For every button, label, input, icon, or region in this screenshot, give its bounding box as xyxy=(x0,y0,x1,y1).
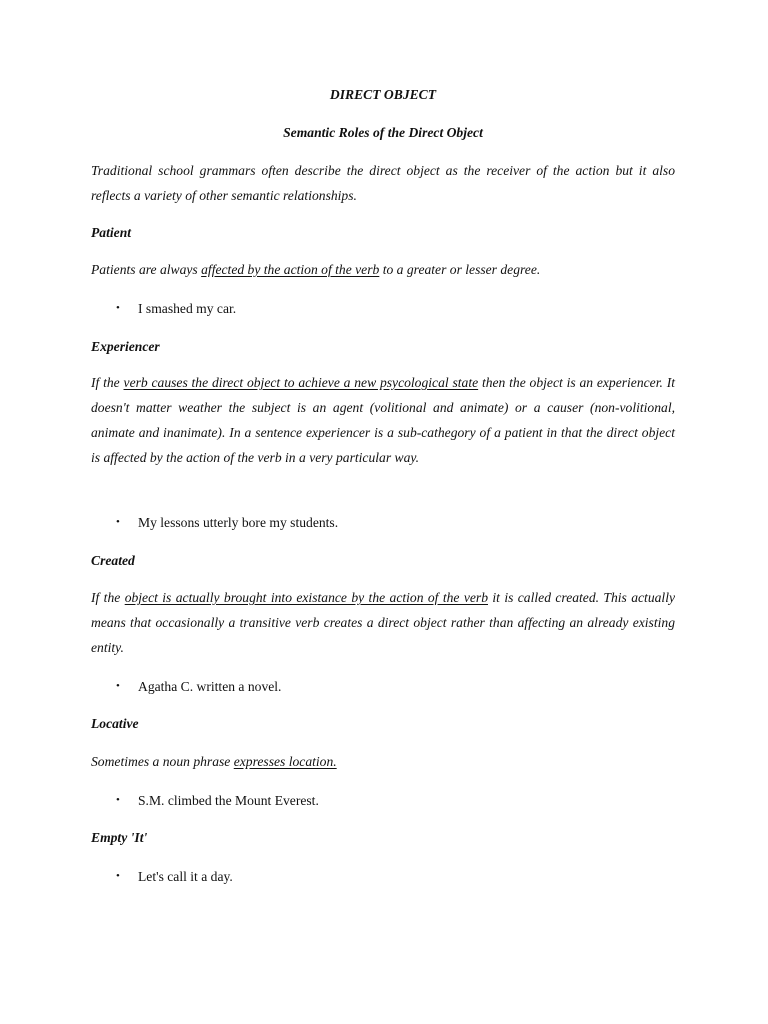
underlined-phrase: verb causes the direct object to achieve a new psycological state xyxy=(123,375,479,390)
bullet-icon: • xyxy=(116,794,120,806)
paragraph-experiencer: If the verb causes the direct object to achieve a new psycological state then the object is an experiencer. It doesn't matter weather the subject is an agent (volitional and animate) or a causer (non-volitional, animate and inanimate). In a sentence experiencer is a sub-cathegory of a patient in that the direct object is affected by the action of the verb in a very particular way. xyxy=(91,375,675,465)
paragraph-patient: Patients are always affected by the action of the verb to a greater or lesser degree. xyxy=(91,262,541,277)
page-title: DIRECT OBJECT xyxy=(329,87,437,102)
underlined-phrase: object is actually brought into existance by the action of the verb xyxy=(124,590,488,605)
bullet-icon: • xyxy=(116,302,120,314)
intro-paragraph: Traditional school grammars often describe the direct object as the receiver of the action but it also reflects a variety of other semantic relationships. xyxy=(91,163,675,203)
example-sentence: S.M. climbed the Mount Everest. xyxy=(138,793,319,808)
section-heading-locative: Locative xyxy=(91,716,139,731)
bullet-icon: • xyxy=(116,870,120,882)
paragraph-created: If the object is actually brought into existance by the action of the verb it is called created. This actually means that occasionally a transitive verb creates a direct object rather than affecting an already existing entity. xyxy=(91,590,676,655)
section-heading-created: Created xyxy=(91,553,135,568)
bullet-icon: • xyxy=(116,680,120,692)
underlined-phrase: expresses location. xyxy=(233,754,337,769)
example-sentence: My lessons utterly bore my students. xyxy=(138,515,339,530)
example-sentence: I smashed my car. xyxy=(138,301,237,316)
example-sentence: Let's call it a day. xyxy=(138,869,233,884)
section-heading-patient: Patient xyxy=(91,225,132,240)
example-sentence: Agatha C. written a novel. xyxy=(138,679,282,694)
page-subtitle: Semantic Roles of the Direct Object xyxy=(283,125,483,140)
section-heading-experiencer: Experiencer xyxy=(91,339,160,354)
underlined-phrase: affected by the action of the verb xyxy=(201,262,380,277)
section-heading-empty-it: Empty 'It' xyxy=(91,830,148,845)
bullet-icon: • xyxy=(116,516,120,528)
paragraph-locative: Sometimes a noun phrase expresses location. xyxy=(91,754,337,769)
